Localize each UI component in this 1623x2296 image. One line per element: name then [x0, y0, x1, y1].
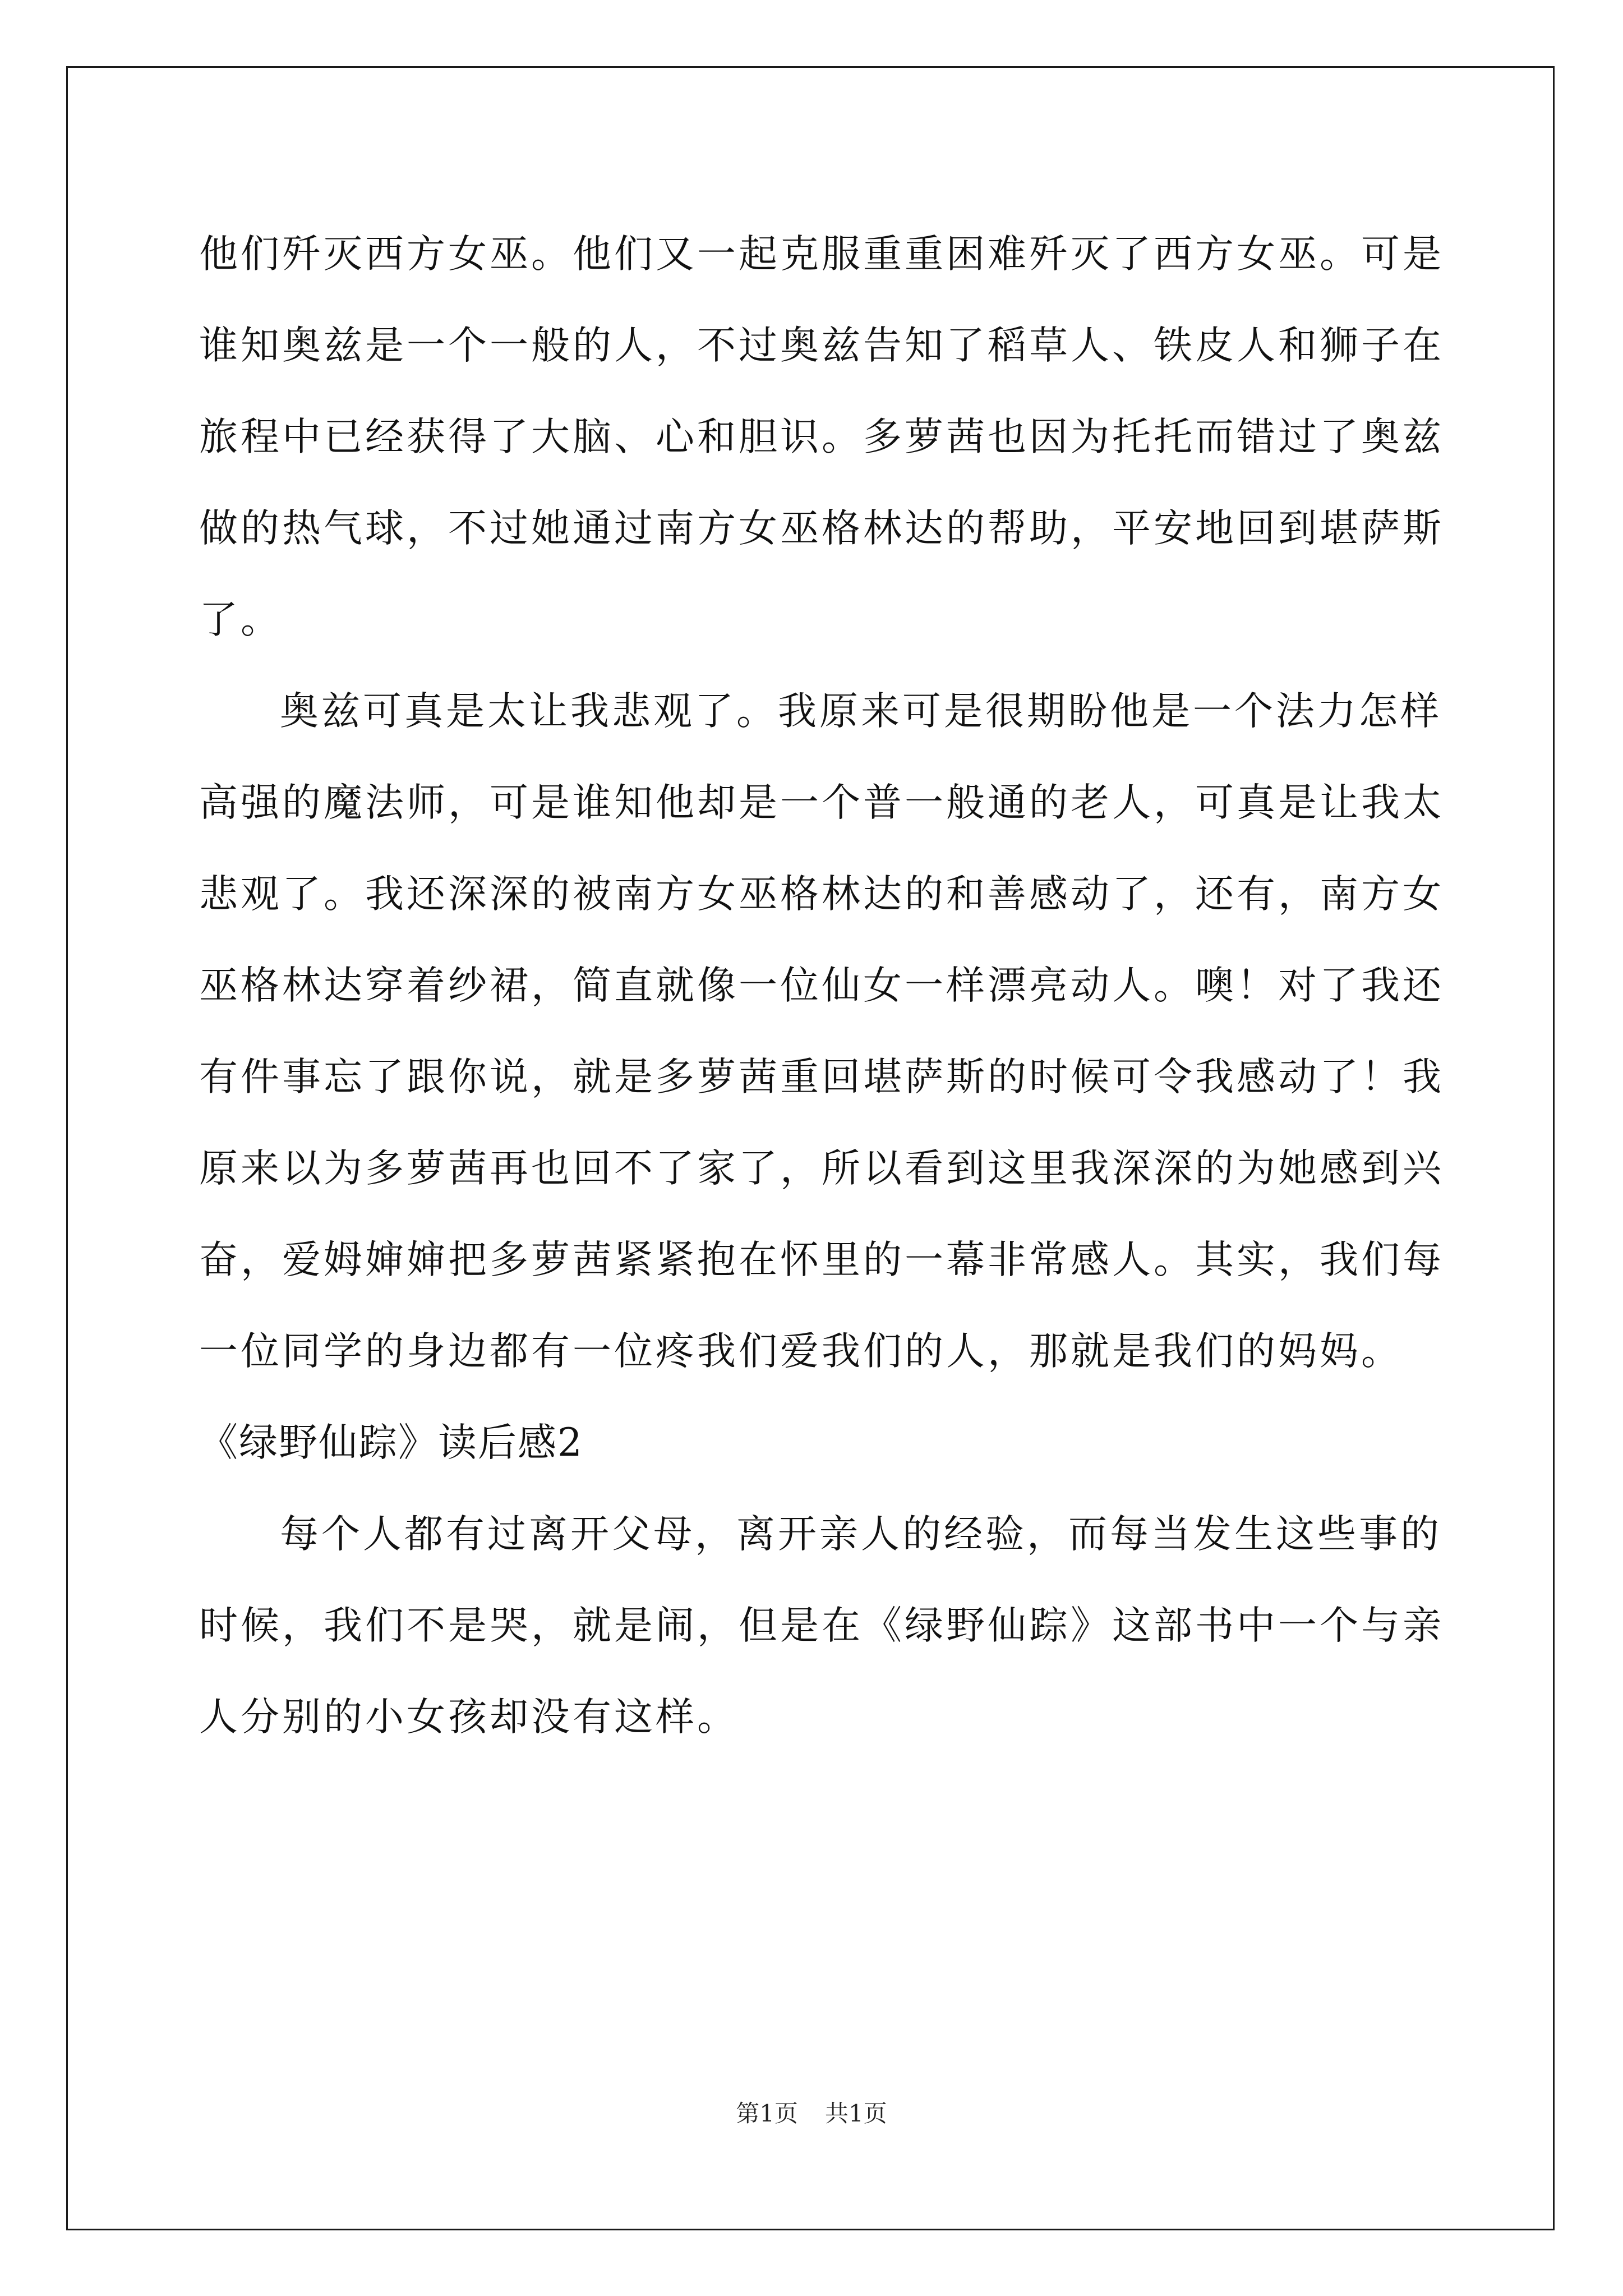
text-line: 一位同学的身边都有一位疼我们爱我们的人，那就是我们的妈妈。 — [199, 1329, 1403, 1374]
paragraph — [199, 1489, 1444, 1763]
page-footer — [0, 2095, 1623, 2129]
page-number: 第1页 — [736, 2100, 798, 2127]
text-line: 旅程中已经获得了大脑、心和胆识。多萝茜也因为托托而错过了奥兹 — [199, 415, 1444, 459]
text-line: 他们歼灭西方女巫。他们又一起克服重重困难歼灭了西方女巫。可是 — [199, 232, 1444, 277]
section-heading — [199, 1397, 1427, 1489]
heading-text: 《绿野仙踪》读后感2 — [199, 1420, 583, 1465]
text-line: 悲观了。我还深深的被南方女巫格林达的和善感动了，还有，南方女 — [199, 872, 1444, 917]
text-line: 奋，爱姆婶婶把多萝茜紧紧抱在怀里的一幕非常感人。其实，我们每 — [199, 1237, 1444, 1282]
text-line: 巫格林达穿着纱裙，简直就像一位仙女一样漂亮动人。噢！对了我还 — [199, 963, 1444, 1008]
page-total: 共1页 — [825, 2100, 887, 2127]
text-line: 每个人都有过离开父母，离开亲人的经验，而每当发生这些事的 — [280, 1512, 1442, 1557]
text-line: 时候，我们不是哭，就是闹，但是在《绿野仙踪》这部书中一个与亲 — [199, 1603, 1444, 1648]
text-line: 高强的魔法师，可是谁知他却是一个普一般通的老人，可真是让我太 — [199, 780, 1444, 825]
document-body — [199, 209, 1444, 1763]
text-line: 有件事忘了跟你说，就是多萝茜重回堪萨斯的时候可令我感动了！我 — [199, 1055, 1444, 1099]
paragraph — [199, 209, 1444, 666]
text-line: 奥兹可真是太让我悲观了。我原来可是很期盼他是一个法力怎样 — [280, 689, 1442, 734]
text-line: 谁知奥兹是一个一般的人，不过奥兹告知了稻草人、铁皮人和狮子在 — [199, 323, 1444, 368]
text-line: 了。 — [199, 597, 282, 642]
paragraph — [199, 666, 1444, 1397]
text-line: 原来以为多萝茜再也回不了家了，所以看到这里我深深的为她感到兴 — [199, 1146, 1444, 1191]
text-line: 人分别的小女孩却没有这样。 — [199, 1695, 739, 1740]
text-line: 做的热气球，不过她通过南方女巫格林达的帮助，平安地回到堪萨斯 — [199, 506, 1444, 551]
